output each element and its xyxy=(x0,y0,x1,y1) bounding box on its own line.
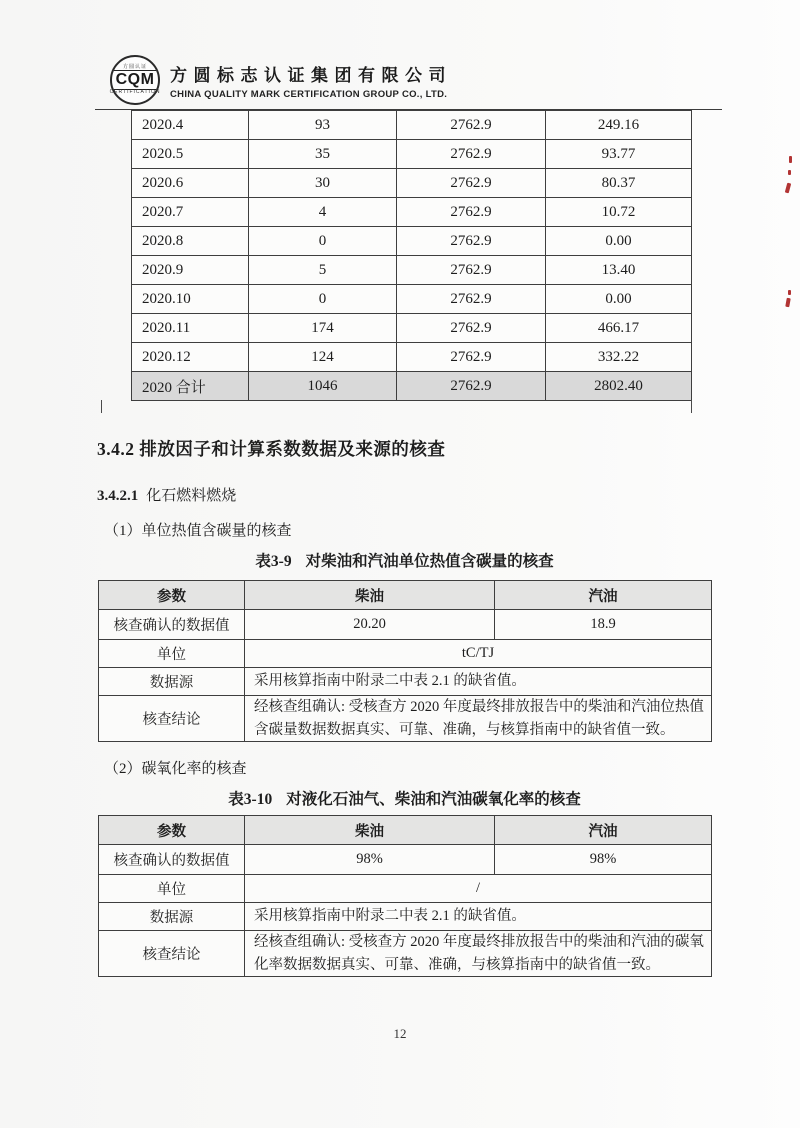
table-row xyxy=(132,169,692,198)
table-row xyxy=(99,931,712,977)
value-cell: 2762.9 xyxy=(397,140,546,169)
table-row xyxy=(132,111,692,140)
row-label: 数据源 xyxy=(99,903,245,931)
header-cell: 汽油 xyxy=(495,581,712,610)
unit-value: / xyxy=(245,875,712,903)
value-cell: 2762.9 xyxy=(397,343,546,372)
value-cell: 30 xyxy=(249,169,397,198)
scan-mark xyxy=(785,183,791,194)
caption-label: 表3-10 xyxy=(228,791,273,808)
value-cell: 0 xyxy=(249,285,397,314)
value-cell: 2762.9 xyxy=(397,256,546,285)
table-row xyxy=(132,227,692,256)
value-cell: 2762.9 xyxy=(397,169,546,198)
table-3-10-caption xyxy=(98,787,711,809)
table-row xyxy=(99,903,712,931)
row-label: 数据源 xyxy=(99,668,245,696)
table-continuation-borders xyxy=(101,400,692,413)
value-cell: 2762.9 xyxy=(397,372,546,401)
value-cell: 2762.9 xyxy=(397,285,546,314)
value-cell: 332.22 xyxy=(546,343,692,372)
value-cell: 2762.9 xyxy=(397,314,546,343)
gasoline-value: 98% xyxy=(495,845,712,875)
value-cell: 10.72 xyxy=(546,198,692,227)
table-row xyxy=(132,256,692,285)
scan-mark xyxy=(789,156,792,163)
header-cell: 柴油 xyxy=(245,581,495,610)
header-cell: 汽油 xyxy=(495,816,712,845)
value-cell: 93.77 xyxy=(546,140,692,169)
unit-value: tC/TJ xyxy=(245,640,712,668)
value-cell: 249.16 xyxy=(546,111,692,140)
month-cell: 2020.7 xyxy=(132,198,249,227)
table-3-9 xyxy=(98,580,712,742)
company-name-en: CHINA QUALITY MARK CERTIFICATION GROUP CO., LTD. xyxy=(170,88,448,100)
table-row xyxy=(132,140,692,169)
value-cell: 4 xyxy=(249,198,397,227)
value-cell: 80.37 xyxy=(546,169,692,198)
row-label: 单位 xyxy=(99,640,245,668)
value-cell: 5 xyxy=(249,256,397,285)
header-cell: 参数 xyxy=(99,816,245,845)
row-label: 核查结论 xyxy=(99,696,245,742)
row-label: 核查结论 xyxy=(99,931,245,977)
month-cell: 2020.6 xyxy=(132,169,249,198)
list-item-2: （2）碳氧化率的核查 xyxy=(104,761,247,777)
value-cell: 1046 xyxy=(249,372,397,401)
table-row xyxy=(99,640,712,668)
value-cell: 2762.9 xyxy=(397,198,546,227)
scan-mark xyxy=(788,290,791,295)
row-label: 核查确认的数据值 xyxy=(99,845,245,875)
table-row xyxy=(99,610,712,640)
page-number: 12 xyxy=(393,1026,407,1041)
value-cell: 466.17 xyxy=(546,314,692,343)
value-cell: 93 xyxy=(249,111,397,140)
caption-title: 对柴油和汽油单位热值含碳量的核查 xyxy=(305,553,554,570)
logo-seal-bottom-text: CERTIFICATION xyxy=(109,89,161,95)
table-row xyxy=(99,668,712,696)
value-cell: 2802.40 xyxy=(546,372,692,401)
company-names xyxy=(170,61,452,100)
source-value: 采用核算指南中附录二中表 2.1 的缺省值。 xyxy=(245,668,712,696)
value-cell: 2762.9 xyxy=(397,111,546,140)
month-cell: 2020.4 xyxy=(132,111,249,140)
caption-label: 表3-9 xyxy=(255,553,292,570)
table-row xyxy=(132,198,692,227)
month-cell: 2020.5 xyxy=(132,140,249,169)
conclusion-value: 经核查组确认: 受核查方 2020 年度最终排放报告中的柴油和汽油位热值含碳量数据数据真实、可靠、准确，与核算指南中的缺省值一致。 xyxy=(245,696,712,742)
section-heading-3-4-2: 3.4.2 排放因子和计算系数数据及来源的核查 xyxy=(97,439,446,459)
caption-title: 对液化石油气、柴油和汽油碳氧化率的核查 xyxy=(286,791,581,808)
heading-text: 化石燃料燃烧 xyxy=(146,488,237,504)
source-value: 采用核算指南中附录二中表 2.1 的缺省值。 xyxy=(245,903,712,931)
section-heading-3-4-2-1 xyxy=(97,484,236,505)
table-row xyxy=(99,875,712,903)
company-name-cn: 方圆标志认证集团有限公司 xyxy=(170,65,452,85)
company-header xyxy=(110,55,452,105)
value-cell: 124 xyxy=(249,343,397,372)
value-cell: 2762.9 xyxy=(397,227,546,256)
table-header-row xyxy=(99,816,712,845)
value-cell: 13.40 xyxy=(546,256,692,285)
logo-cqm-text: CQM xyxy=(115,71,155,88)
table-row xyxy=(99,696,712,742)
heading-number: 3.4.2.1 xyxy=(97,488,139,504)
month-cell: 2020.9 xyxy=(132,256,249,285)
value-cell: 35 xyxy=(249,140,397,169)
logo-seal-top-text: 方圆认证 xyxy=(122,64,147,70)
list-item-1: （1）单位热值含碳量的核查 xyxy=(104,523,292,539)
table-row xyxy=(132,343,692,372)
value-cell: 0.00 xyxy=(546,227,692,256)
value-cell: 174 xyxy=(249,314,397,343)
diesel-value: 20.20 xyxy=(245,610,495,640)
scan-mark xyxy=(785,298,791,308)
value-cell: 0.00 xyxy=(546,285,692,314)
table-3-10 xyxy=(98,815,712,977)
header-cell: 参数 xyxy=(99,581,245,610)
month-cell: 2020 合计 xyxy=(132,372,249,401)
month-cell: 2020.8 xyxy=(132,227,249,256)
cqm-logo-icon xyxy=(110,55,160,105)
month-cell: 2020.10 xyxy=(132,285,249,314)
diesel-value: 98% xyxy=(245,845,495,875)
table-row xyxy=(132,285,692,314)
scan-mark xyxy=(788,170,791,175)
header-cell: 柴油 xyxy=(245,816,495,845)
gasoline-value: 18.9 xyxy=(495,610,712,640)
monthly-emissions-table xyxy=(131,110,692,401)
month-cell: 2020.11 xyxy=(132,314,249,343)
table-3-9-caption xyxy=(98,549,711,571)
month-cell: 2020.12 xyxy=(132,343,249,372)
value-cell: 0 xyxy=(249,227,397,256)
conclusion-value: 经核查组确认: 受核查方 2020 年度最终排放报告中的柴油和汽油的碳氧化率数据数据真实、可靠、准确，与核算指南中的缺省值一致。 xyxy=(245,931,712,977)
table-header-row xyxy=(99,581,712,610)
table-row xyxy=(132,314,692,343)
row-label: 核查确认的数据值 xyxy=(99,610,245,640)
table-row xyxy=(99,845,712,875)
row-label: 单位 xyxy=(99,875,245,903)
table-total-row xyxy=(132,372,692,401)
